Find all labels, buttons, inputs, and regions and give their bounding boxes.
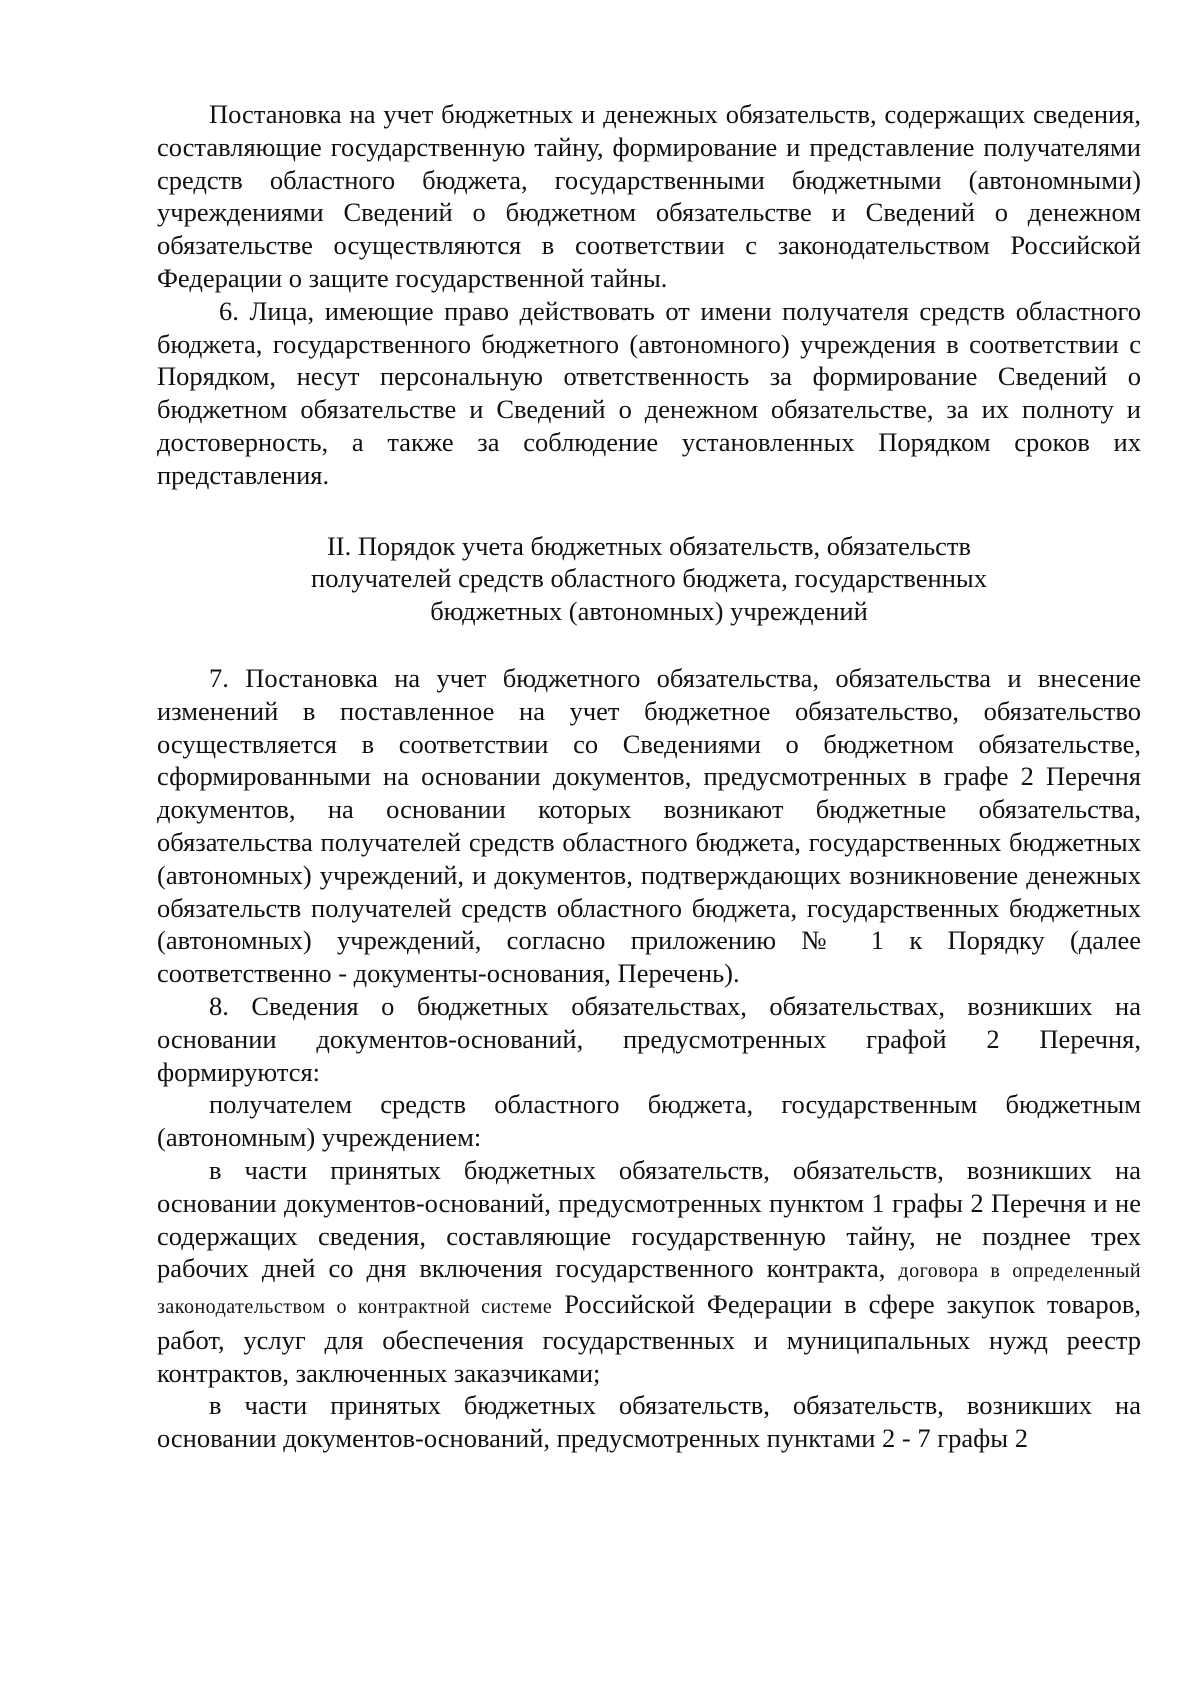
paragraph-8-item-1-end: Российской Федерации в сфере закупок товаров, работ, услуг для обеспечения государственных и муниципальных нужд реестр контрактов, заключенных заказчиками; (157, 1289, 1142, 1388)
section-title-line-3: бюджетных (автономных) учреждений (430, 596, 868, 627)
section-title-line-1: II. Порядок учета бюджетных обязательств, обязательств (326, 530, 972, 561)
paragraph-6: 6. Лица, имеющие право действовать от имени получателя средств областного бюджета, государственного бюджетного (автономного) учреждения в соответствии с Порядком, несут персональную ответственность за формирование Сведений о бюджетном обязательстве и Сведений о денежном обязательстве, за их полноту и достоверность, а также за соблюдение установленных Порядком сроков их представления. (157, 295, 1141, 490)
paragraph-8-recipient: получателем средств областного бюджета, государственным бюджетным (автономным) учреждением: (157, 1089, 1141, 1153)
paragraph-state-secret: Постановка на учет бюджетных и денежных обязательств, содержащих сведения, составляющие государственную тайну, формирование и представление получателями средств областного бюджета, государственными бюджетными (автономными) учреждениями Сведений о бюджетном обязательстве и Сведений о денежном обязательстве осуществляются в соответствии с законодательством Российской Федерации о защите государственной тайны. (157, 99, 1141, 293)
paragraph-8: 8. Сведения о бюджетных обязательствах, обязательствах, возникших на основании документов-оснований, предусмотренных графой 2 Перечня, формируются: (157, 990, 1141, 1087)
section-title-line-2: получателей средств областного бюджета, государственных (311, 563, 987, 594)
paragraph-8-item-1-start: в части принятых бюджетных обязательств, обязательств, возникших на основании документов-оснований, предусмотренных пунктом 1 графы 2 Перечня и не содержащих сведения, составляющие государственную тайну, не позднее трех рабочих дней со дня включения государственного контракта, (157, 1154, 1141, 1284)
paragraph-8-item-1 (157, 1154, 1141, 1390)
section-title (157, 530, 1141, 628)
paragraph-8-item-2: в части принятых бюджетных обязательств, обязательств, возникших на основании документов-оснований, предусмотренных пунктами 2 - 7 графы 2 (157, 1390, 1141, 1454)
paragraph-8-item-1-small-line: договора в определенный законодательством о контрактной системе (157, 1260, 1142, 1319)
paragraph-7: 7. Постановка на учет бюджетного обязательства, обязательства и внесение изменений в поставленное на учет бюджетное обязательство, обязательство осуществляется в соответствии со Сведениями о бюджетном обязательстве, сформированными на основании документов, предусмотренных в графе 2 Перечня документов, на основании которых возникают бюджетные обязательства, обязательства получателей средств областного бюджета, государственных бюджетных (автономных) учреждений, и документов, подтверждающих возникновение денежных обязательств получателей средств областного бюджета, государственных бюджетных (автономных) учреждений, согласно приложению № 1 к Порядку (далее соответственно - документы-основания, Перечень). (157, 662, 1141, 989)
